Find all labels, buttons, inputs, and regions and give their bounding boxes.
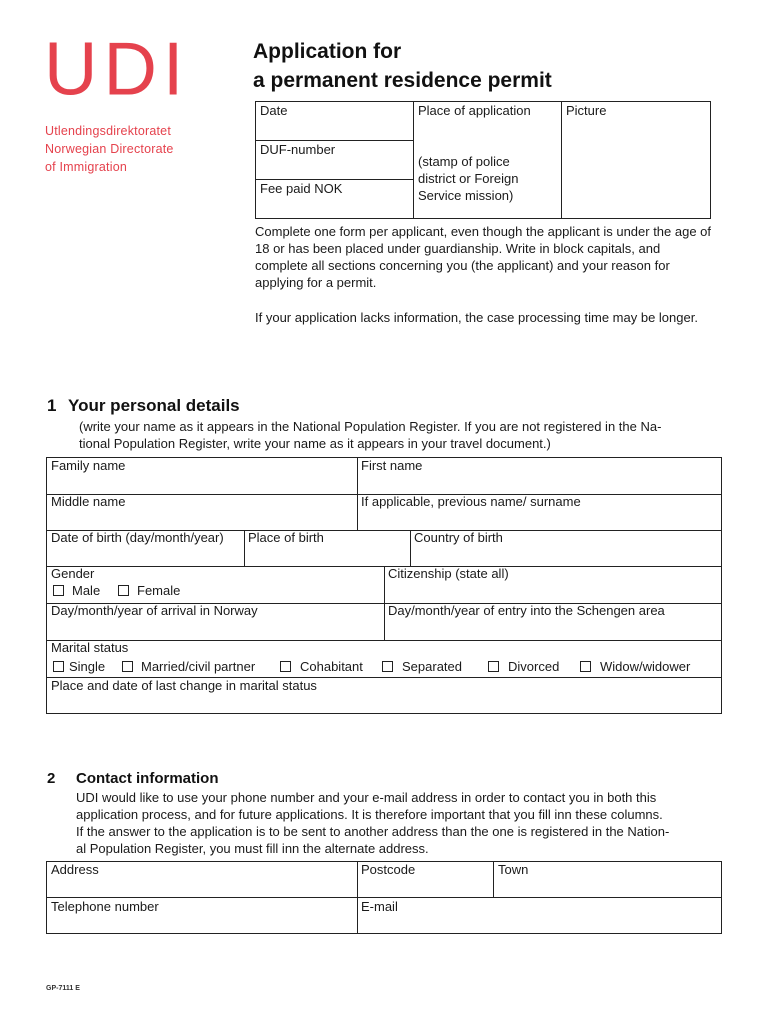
gender-label: Gender (51, 566, 95, 581)
stamp-note-1: (stamp of police (418, 154, 510, 169)
date-label: Date (260, 103, 288, 118)
form-title-line2: a permanent residence permit (253, 69, 552, 92)
marital-change-label: Place and date of last change in marital status (51, 678, 317, 693)
family-name-label: Family name (51, 458, 126, 473)
section1-note-1: (write your name as it appears in the National Population Register. If you are not registered in the Na- (79, 419, 662, 434)
middle-name-label: Middle name (51, 494, 126, 509)
married-label: Married/civil partner (141, 659, 256, 674)
section2-text-4: al Population Register, you must fill inn the alternate address. (76, 841, 429, 856)
email-field[interactable] (357, 897, 722, 934)
place-of-birth-label: Place of birth (248, 530, 324, 545)
section1-number: 1 (47, 396, 57, 415)
arrival-date-label: Day/month/year of arrival in Norway (51, 603, 258, 618)
first-name-label: First name (361, 458, 423, 473)
form-code: GP-7111 E (46, 985, 80, 992)
separated-label: Separated (402, 659, 462, 674)
cohabitant-label: Cohabitant (300, 659, 363, 674)
male-checkbox[interactable] (53, 585, 64, 596)
section2-text-2: application process, and for future applications. It is therefore important that you fill inn these columns. (76, 807, 663, 822)
section1-title: Your personal details (68, 396, 240, 415)
section1-note-2: tional Population Register, write your name as it appears in your travel document.) (79, 436, 551, 451)
duf-number-label: DUF-number (260, 142, 336, 157)
place-of-application-label: Place of application (418, 103, 531, 118)
schengen-entry-label: Day/month/year of entry into the Schengen area (388, 603, 665, 618)
cohabitant-checkbox[interactable] (280, 661, 291, 672)
email-label: E-mail (361, 899, 398, 914)
section2-text-3: If the answer to the application is to be sent to another address than the one is registered in the Nation- (76, 824, 670, 839)
picture-label: Picture (566, 103, 607, 118)
widow-checkbox[interactable] (580, 661, 591, 672)
stamp-note-3: Service mission) (418, 188, 514, 203)
intro-paragraph-1: Complete one form per applicant, even though the applicant is under the age of 18 or has been placed under guardianship. Write in block capitals, and complete all sections concerning you (the applicant) and your reason for applying for a permit. (255, 224, 712, 290)
country-of-birth-label: Country of birth (414, 530, 503, 545)
marital-status-label: Marital status (51, 640, 129, 655)
form-title-line1: Application for (253, 40, 402, 63)
male-label: Male (72, 583, 101, 598)
telephone-label: Telephone number (51, 899, 159, 914)
divorced-checkbox[interactable] (488, 661, 499, 672)
female-checkbox[interactable] (118, 585, 129, 596)
section2-text-1: UDI would like to use your phone number and your e-mail address in order to contact you in both this (76, 790, 657, 805)
agency-name-norwegian: Utlendingsdirektoratet (45, 124, 171, 138)
single-checkbox[interactable] (53, 661, 64, 672)
separated-checkbox[interactable] (382, 661, 393, 672)
section2-title: Contact information (76, 770, 219, 787)
citizenship-label: Citizenship (state all) (388, 566, 509, 581)
agency-name-english-2: of Immigration (45, 160, 127, 174)
udi-logo: UDI (44, 26, 190, 111)
postcode-label: Postcode (361, 862, 416, 877)
married-checkbox[interactable] (122, 661, 133, 672)
divorced-label: Divorced (508, 659, 560, 674)
section2-number: 2 (47, 770, 56, 787)
date-of-birth-label: Date of birth (day/month/year) (51, 530, 224, 545)
female-label: Female (137, 583, 181, 598)
fee-paid-label: Fee paid NOK (260, 181, 343, 196)
intro-paragraph-2: If your application lacks information, the case processing time may be longer. (255, 310, 698, 325)
single-label: Single (69, 659, 106, 674)
agency-name-english-1: Norwegian Directorate (45, 142, 174, 156)
town-label: Town (498, 862, 529, 877)
stamp-note-2: district or Foreign (418, 171, 519, 186)
previous-name-label: If applicable, previous name/ surname (361, 494, 581, 509)
address-label: Address (51, 862, 99, 877)
widow-label: Widow/widower (600, 659, 691, 674)
